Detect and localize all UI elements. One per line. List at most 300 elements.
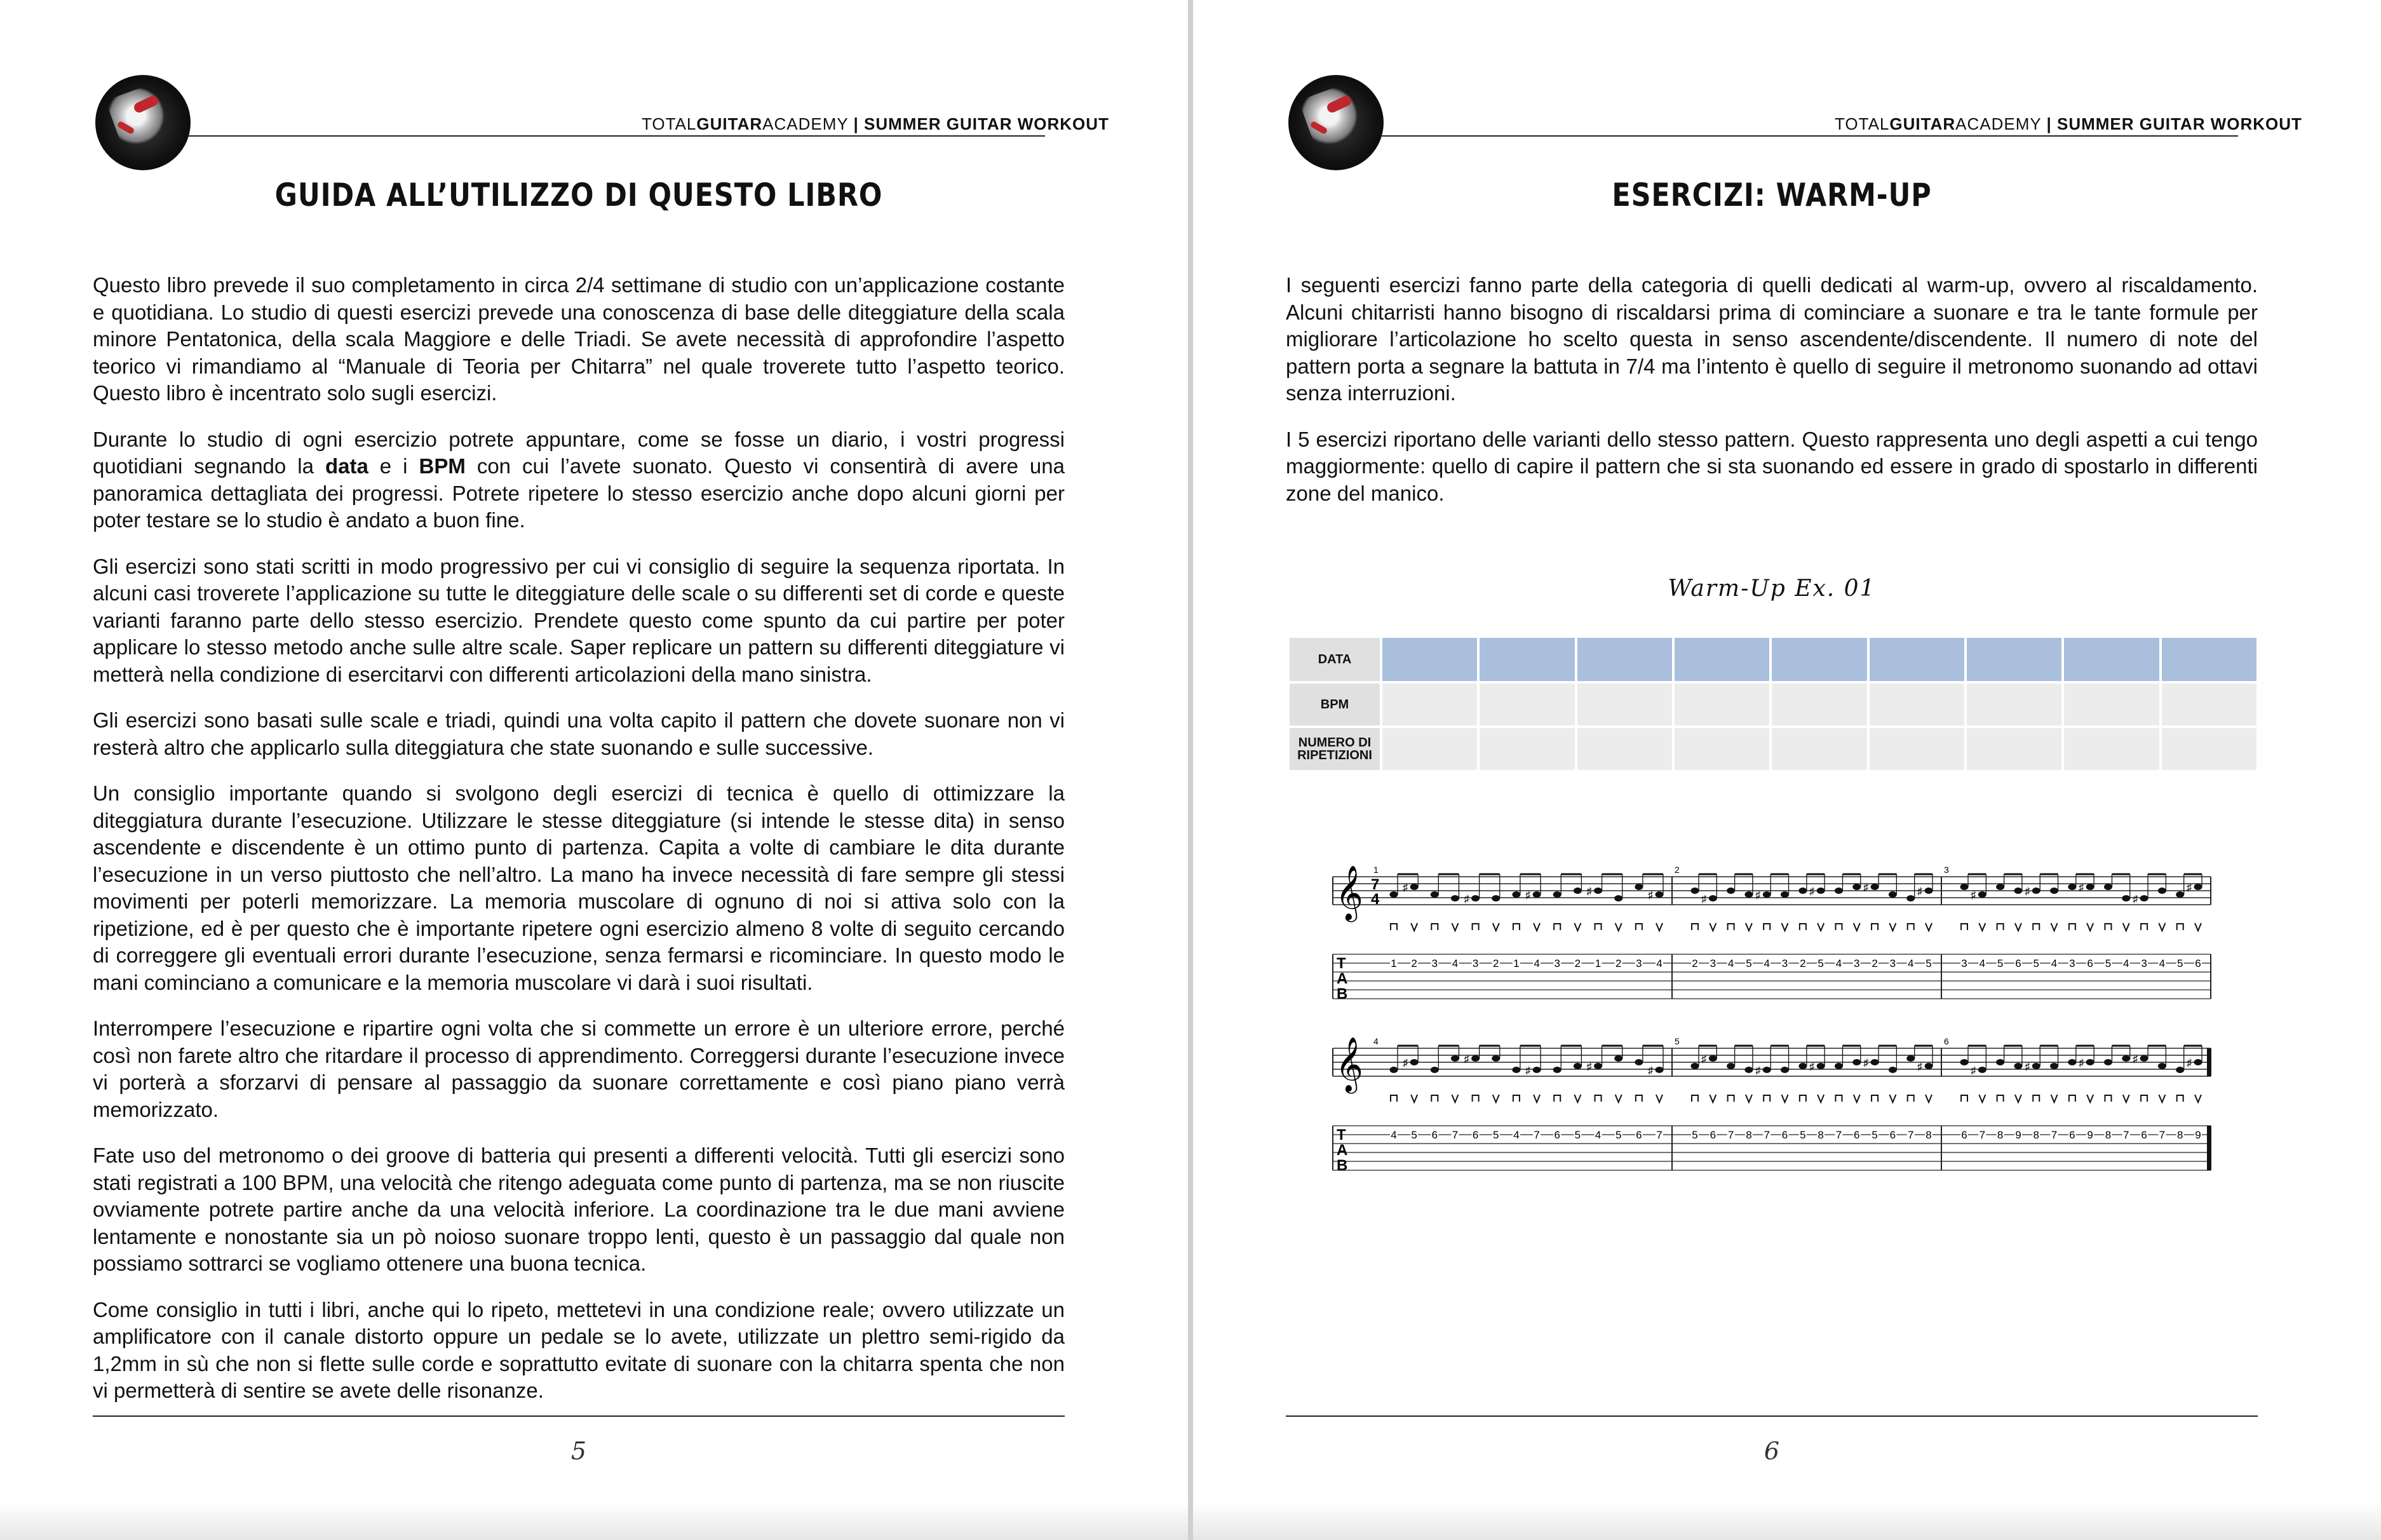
date-cell[interactable]: [1870, 638, 1964, 681]
emphasis-bpm: BPM: [419, 454, 466, 478]
tab-number: 7: [1764, 1129, 1770, 1141]
upstroke-icon: [1979, 923, 1985, 931]
sharp-sign: ♯: [1971, 1065, 1976, 1076]
upstroke-icon: [1534, 923, 1540, 931]
paragraph: Interrompere l’esecuzione e ripartire ogni volta che si commette un errore è un ulteriore errore, perché così non farete altro che ritardare il processo di apprendimento. Correggersi durante l’esecuzione invece vi porterà a sforzarvi di pensare al passaggio da suonare correttamente e così piano piano verrà memorizzato.: [93, 1017, 1065, 1121]
note-head: [1906, 1055, 1915, 1062]
log-cell[interactable]: [1675, 684, 1769, 726]
note-head: [1835, 888, 1843, 894]
downstroke-icon: [1872, 924, 1878, 930]
note-head: [2140, 895, 2148, 902]
log-cell[interactable]: [1577, 728, 1672, 770]
downstroke-icon: [1554, 924, 1560, 930]
date-cell[interactable]: [1577, 638, 1672, 681]
tab-number: 4: [1452, 957, 1459, 969]
running-header: [1835, 114, 2302, 134]
date-cell[interactable]: [2162, 638, 2256, 681]
downstroke-icon: [2105, 924, 2111, 930]
tab-number: 6: [1781, 1129, 1788, 1141]
downstroke-icon: [1692, 1095, 1698, 1102]
tab-number: 6: [1431, 1129, 1438, 1141]
sharp-sign: ♯: [2025, 886, 2030, 897]
downstroke-icon: [1961, 1095, 1967, 1102]
tab-number: 8: [2033, 1129, 2039, 1141]
log-cell[interactable]: [1382, 728, 1477, 770]
tab-number: 5: [1746, 957, 1752, 969]
tab-number: 4: [1534, 957, 1540, 969]
note-head: [1471, 1055, 1480, 1062]
downstroke-icon: [1728, 924, 1734, 930]
note-head: [1471, 895, 1480, 902]
sharp-sign: ♯: [1403, 1058, 1408, 1069]
upstroke-icon: [1615, 1095, 1622, 1102]
tab-number: 8: [1818, 1129, 1824, 1141]
tab-number: 7: [1835, 1129, 1842, 1141]
note-head: [2194, 884, 2202, 890]
tab-number: 4: [1835, 957, 1842, 969]
downstroke-icon: [1835, 924, 1842, 930]
note-head: [1996, 884, 2004, 890]
tab-number: 3: [1472, 957, 1479, 969]
brand-prefix: TOTAL: [1835, 114, 1890, 133]
note-head: [1594, 1063, 1602, 1069]
log-cell[interactable]: [1480, 684, 1574, 726]
tab-number: 7: [1452, 1129, 1459, 1141]
tab-number: 9: [2087, 1129, 2093, 1141]
tab-number: 6: [1710, 1129, 1717, 1141]
tab-number: 8: [1926, 1129, 1932, 1141]
left-page: [0, 0, 1188, 1540]
tab-number: 3: [1961, 957, 1967, 969]
tab-number: 5: [1997, 957, 2004, 969]
note-head: [2050, 888, 2058, 894]
tab-number: 7: [1656, 1129, 1663, 1141]
upstroke-icon: [1411, 1095, 1417, 1102]
downstroke-icon: [1554, 1095, 1560, 1102]
note-head: [1871, 884, 1879, 890]
tab-number: 3: [1889, 957, 1896, 969]
note-head: [2122, 895, 2130, 902]
upstroke-icon: [1746, 923, 1752, 931]
sharp-sign: ♯: [1755, 1065, 1761, 1076]
note-head: [1410, 1059, 1419, 1065]
note-head: [1431, 1067, 1439, 1073]
tab-number: 4: [1907, 957, 1914, 969]
log-row-label: DATA: [1290, 638, 1380, 681]
tab-number: 5: [1872, 1129, 1878, 1141]
note-head: [1594, 888, 1602, 894]
note-head: [1889, 891, 1897, 898]
music-score: [1193, 864, 2381, 1207]
note-head: [1656, 1067, 1664, 1073]
upstroke-icon: [1926, 923, 1932, 931]
date-cell[interactable]: [1480, 638, 1574, 681]
upstroke-icon: [1889, 1095, 1896, 1102]
log-cell[interactable]: [1967, 728, 2061, 770]
note-head: [1960, 884, 1969, 890]
log-row-label: NUMERO DI RIPETIZIONI: [1290, 728, 1380, 770]
note-head: [1798, 1063, 1807, 1069]
upstroke-icon: [1452, 923, 1458, 931]
note-head: [1390, 891, 1398, 898]
tab-number: 2: [1800, 957, 1806, 969]
note-head: [2086, 1059, 2094, 1065]
tab-number: 3: [2069, 957, 2075, 969]
upstroke-icon: [1818, 1095, 1824, 1102]
sharp-sign: ♯: [2133, 894, 2138, 905]
downstroke-icon: [2105, 1095, 2111, 1102]
tab-number: 1: [1595, 957, 1602, 969]
sharp-sign: ♯: [2187, 882, 2192, 893]
page-number: 6: [1764, 1437, 1780, 1465]
note-head: [1744, 1067, 1753, 1073]
tab-number: 4: [1513, 1129, 1520, 1141]
tab-number: 6: [2141, 1129, 2147, 1141]
upstroke-icon: [1782, 1095, 1788, 1102]
paragraph-text: e i: [368, 454, 419, 478]
note-head: [1709, 1055, 1717, 1062]
upstroke-icon: [2159, 1095, 2165, 1102]
right-page: [1193, 0, 2381, 1540]
tab-number: 2: [1692, 957, 1698, 969]
upstroke-icon: [1889, 923, 1896, 931]
log-row: [1290, 728, 2256, 770]
tab-number: 3: [1854, 957, 1860, 969]
brand-suffix: ACADEMY: [762, 114, 849, 133]
sharp-sign: ♯: [1648, 1065, 1653, 1076]
tab-number: 5: [1574, 1129, 1581, 1141]
note-head: [1390, 1067, 1398, 1073]
tab-number: 6: [1554, 1129, 1560, 1141]
paragraph: Come consiglio in tutti i libri, anche qui lo ripeto, mettetevi in una condizione reale; ovvero utilizzate un amplificatore con il canale distorto oppure un pedale se lo avete, utilizzate un plettro semi-rigido da 1,2mm in sù che non si flette sulle corde e soprattutto evitate di suonare con la chitarra spenta che non vi permetterà di sentire se avete delle risonanze.: [93, 1297, 1065, 1402]
sharp-sign: ♯: [1464, 1054, 1469, 1065]
tab-number: 4: [1764, 957, 1770, 969]
page-title: ESERCIZI: WARM-UP: [1612, 177, 1932, 213]
note-head: [1512, 891, 1520, 898]
sharp-sign: ♯: [1586, 1062, 1592, 1072]
tab-number: 6: [2087, 957, 2093, 969]
upstroke-icon: [1574, 1095, 1581, 1102]
note-head: [1574, 888, 1582, 894]
sharp-sign: ♯: [1863, 1058, 1869, 1069]
sharp-sign: ♯: [1525, 1065, 1531, 1076]
time-signature-bottom: 4: [1371, 891, 1380, 908]
tab-number: 7: [1979, 1129, 1986, 1141]
tab-number: 6: [1889, 1129, 1896, 1141]
sharp-sign: ♯: [1648, 890, 1653, 901]
note-head: [1960, 1059, 1969, 1065]
upstroke-icon: [1493, 923, 1499, 931]
tab-clef-letter: B: [1337, 985, 1348, 1003]
note-head: [1635, 884, 1643, 890]
upstroke-icon: [1710, 1095, 1716, 1102]
book-title: SUMMER GUITAR WORKOUT: [2056, 114, 2302, 133]
log-cell[interactable]: [2162, 684, 2256, 726]
note-head: [1533, 891, 1541, 898]
log-row: [1290, 684, 2256, 726]
upstroke-icon: [1746, 1095, 1752, 1102]
tab-number: 5: [2176, 957, 2183, 969]
log-cell[interactable]: [1382, 684, 1477, 726]
paragraph-text: con cui l’avete suonato. Questo vi consentirà di avere una panoramica dettagliata dei progressi. Potrete ripetere lo stesso esercizio anche dopo alcuni giorni per poter testare se lo studio è andato a buon fine.: [93, 454, 1065, 532]
note-head: [1614, 1055, 1622, 1062]
downstroke-icon: [1391, 924, 1397, 930]
upstroke-icon: [2087, 923, 2093, 931]
upstroke-icon: [2015, 923, 2021, 931]
log-cell[interactable]: [1967, 684, 2061, 726]
paragraph: I seguenti esercizi fanno parte della categoria di quelli dedicati al warm-up, ovvero al riscaldamento. Alcuni chitarristi hanno bisogno di riscaldarsi prima di cominciare a suonare e tra le tante formule per migliorare l’articolazione ho scelto questa in senso ascendente/discendente. Il numero di note del pattern porta a segnare la battuta in 7/4 ma l’intento è quello di seguire il metronomo suonando ad ottavi senza interruzioni.: [1286, 273, 2258, 405]
tab-number: 3: [1431, 957, 1438, 969]
paragraph: Un consiglio importante quando si svolgono degli esercizi di tecnica è quello di ottimizzare la diteggiatura durante l’esecuzione. Utilizzare le stesse diteggiature (si intende le stesse dita) in senso ascendente e discendente è un ottimo punto di partenza. Capita a volte di cambiare le dita durante l’esecuzione in un verso piuttosto che nell’altro. La mano ha invece necessità di fare sempre gli stessi movimenti per poterli memorizzare. La memoria muscolare di ognuno di noi si attiva solo con la ripetizione, ed è per questo che è importante ripetere ogni esercizio almeno 8 volte di seguito cercando di correggere gli eventuali errori durante l’esecuzione, senza fermarsi e ricominciare. In questo modo le mani cominciano a comunicare e la memoria muscolare vi darà i suoi risultati.: [93, 781, 1065, 994]
tab-number: 4: [1595, 1129, 1602, 1141]
log-cell[interactable]: [1870, 684, 1964, 726]
note-head: [1978, 891, 1986, 898]
downstroke-icon: [1636, 1095, 1642, 1102]
downstroke-icon: [1595, 1095, 1602, 1102]
note-head: [1996, 1059, 2004, 1065]
date-cell[interactable]: [1675, 638, 1769, 681]
tab-number: 8: [1746, 1129, 1752, 1141]
upstroke-icon: [1926, 1095, 1932, 1102]
tab-clef-letter: T: [1337, 955, 1346, 972]
paragraph: Gli esercizi sono stati scritti in modo progressivo per cui vi consiglio di seguire la sequenza riportata. In alcuni casi troverete l’applicazione su tutte le diteggiature delle scale o su differenti set di corde e queste varianti faranno parte dello stesso esercizio. Prendete questo come spunto da cui partire per poter applicare lo stesso metodo anche sulle altre scale. Saper replicare un pattern su differenti diteggiature vi metterà nella condizione di esercitarvi con differenti articolazioni della mano sinistra.: [93, 554, 1065, 686]
note-head: [1635, 1059, 1643, 1065]
date-cell[interactable]: [1772, 638, 1866, 681]
log-cell[interactable]: [2064, 684, 2159, 726]
tab-clef-letter: A: [1337, 1142, 1348, 1159]
tab-number: 6: [2195, 957, 2201, 969]
tab-number: 9: [2015, 1129, 2021, 1141]
upstroke-icon: [1818, 923, 1824, 931]
note-head: [1781, 1067, 1789, 1073]
exercise-title: Warm-Up Ex. 01: [1668, 576, 1876, 602]
tab-clef-letter: T: [1337, 1126, 1346, 1144]
sharp-sign: ♯: [1403, 882, 1408, 893]
downstroke-icon: [2177, 1095, 2183, 1102]
final-barline: [2207, 1126, 2211, 1170]
paragraph: Questo libro prevede il suo completamento in circa 2/4 settimane di studio con un’applicazione costante e quotidiana. Lo studio di questi esercizi prevede una conoscenza di base delle diteggiature della scala minore Pentatonica, della scala Maggiore e delle Triadi. Se avete necessità di approfondire l’aspetto teorico vi rimandiamo al “Manuale di Teoria per Chitarra” nel quale troverete tutto l’aspetto teorico. Questo libro è incentrato solo sugli esercizi.: [93, 273, 1065, 405]
note-head: [1727, 888, 1735, 894]
downstroke-icon: [1764, 924, 1770, 930]
note-head: [1798, 888, 1807, 894]
tab-number: 4: [1656, 957, 1663, 969]
paragraph-text: Durante lo studio di ogni esercizio potrete appuntare, come se fosse un diario, i vostri progressi quotidiani segnando la: [93, 427, 1065, 478]
header-rule: [187, 135, 1045, 137]
tab-number: 6: [1472, 1129, 1479, 1141]
downstroke-icon: [1872, 1095, 1878, 1102]
tab-number: 7: [2159, 1129, 2166, 1141]
note-head: [2104, 884, 2112, 890]
note-head: [1852, 1059, 1861, 1065]
date-cell[interactable]: [2064, 638, 2159, 681]
header-rule: [1380, 135, 2238, 137]
tab-number: 4: [1727, 957, 1734, 969]
footer-rule: [1286, 1415, 2258, 1417]
tab-number: 8: [1997, 1129, 2004, 1141]
upstroke-icon: [2123, 923, 2129, 931]
log-cell[interactable]: [1772, 728, 1866, 770]
downstroke-icon: [1764, 1095, 1770, 1102]
tab-number: 8: [2176, 1129, 2183, 1141]
sharp-sign: ♯: [1917, 886, 1922, 897]
academy-logo: [95, 75, 191, 170]
brand-mid: GUITAR: [696, 114, 763, 133]
upstroke-icon: [2051, 1095, 2058, 1102]
upstroke-icon: [2087, 1095, 2093, 1102]
tab-clef-letter: A: [1337, 970, 1348, 987]
date-cell[interactable]: [1967, 638, 2061, 681]
note-head: [1889, 1067, 1897, 1073]
paragraph: I 5 esercizi riportano delle varianti dello stesso pattern. Questo rappresenta uno degli aspetti a cui tengo maggiormente: quello di capire il pattern che si sta suonando ed essere in grado di spostarlo in differenti zone del manico.: [1286, 427, 2258, 505]
note-head: [1492, 1055, 1500, 1062]
note-head: [2068, 884, 2076, 890]
sharp-sign: ♯: [2187, 1058, 2192, 1069]
tab-number: 3: [1710, 957, 1717, 969]
note-head: [1871, 1059, 1879, 1065]
tab-number: 4: [1979, 957, 1986, 969]
tab-number: 7: [1727, 1129, 1734, 1141]
tab-number: 7: [2123, 1129, 2129, 1141]
tab-number: 7: [1907, 1129, 1914, 1141]
book-title: SUMMER GUITAR WORKOUT: [863, 114, 1109, 133]
upstroke-icon: [1493, 1095, 1499, 1102]
final-barline: [2207, 1048, 2211, 1076]
tab-number: 5: [1800, 1129, 1806, 1141]
upstroke-icon: [2195, 1095, 2201, 1102]
note-head: [1744, 891, 1753, 898]
brand-suffix: ACADEMY: [1955, 114, 2042, 133]
note-head: [2104, 1059, 2112, 1065]
note-head: [1925, 888, 1933, 894]
sharp-sign: ♯: [1525, 890, 1531, 901]
tab-number: 8: [2105, 1129, 2112, 1141]
header-separator: |: [853, 114, 859, 133]
downstroke-icon: [1391, 1095, 1397, 1102]
tab-number: 7: [1534, 1129, 1540, 1141]
header-separator: |: [2046, 114, 2052, 133]
note-head: [2140, 1055, 2148, 1062]
log-cell[interactable]: [1480, 728, 1574, 770]
log-row-label: BPM: [1290, 684, 1380, 726]
note-head: [1763, 891, 1771, 898]
log-cell[interactable]: [1675, 728, 1769, 770]
tab-number: 2: [1411, 957, 1417, 969]
sharp-sign: ♯: [1586, 886, 1592, 897]
log-cell[interactable]: [1577, 684, 1672, 726]
upstroke-icon: [1411, 923, 1417, 931]
log-cell[interactable]: [1772, 684, 1866, 726]
note-head: [1574, 1063, 1582, 1069]
academy-logo: [1288, 75, 1384, 170]
upstroke-icon: [2051, 923, 2058, 931]
sharp-sign: ♯: [2079, 1058, 2084, 1069]
note-head: [1691, 888, 1699, 894]
paragraph: Fate uso del metronomo o dei groove di batteria qui presenti a differenti velocità. Tutti gli esercizi sono stati registrati a 100 BPM, una velocità che ritengo adeguata come punto di partenza, ma se non riuscite ovviamente potrete partire anche da una velocità inferiore. La coordinazione tra le due mani avviene lentamente e nonostante sia un pò noioso suonare troppo lenti, questo è un passaggio dal quale non possiamo sottrarci se vogliamo ottenere una buona tecnica.: [93, 1144, 1065, 1275]
upstroke-icon: [1979, 1095, 1985, 1102]
upstroke-icon: [2123, 1095, 2129, 1102]
note-head: [1852, 884, 1861, 890]
tab-number: 4: [1391, 1129, 1397, 1141]
note-head: [1656, 891, 1664, 898]
note-head: [1709, 895, 1717, 902]
note-head: [2086, 884, 2094, 890]
downstroke-icon: [1692, 924, 1698, 930]
tab-number: 2: [1493, 957, 1499, 969]
practice-log-table: [1287, 635, 2259, 773]
note-head: [1781, 891, 1789, 898]
note-head: [1925, 1063, 1933, 1069]
downstroke-icon: [1473, 924, 1479, 930]
tab-number: 5: [2033, 957, 2039, 969]
upstroke-icon: [1782, 923, 1788, 931]
tab-number: 4: [2051, 957, 2058, 969]
log-cell[interactable]: [2162, 728, 2256, 770]
note-head: [2194, 1059, 2202, 1065]
treble-clef-icon: 𝄞: [1335, 1037, 1363, 1091]
downstroke-icon: [1997, 924, 2004, 930]
downstroke-icon: [1431, 1095, 1438, 1102]
downstroke-icon: [2033, 924, 2039, 930]
measure-number: 4: [1373, 1036, 1379, 1046]
note-head: [1763, 1067, 1771, 1073]
sharp-sign: ♯: [2133, 1054, 2138, 1065]
tab-number: 3: [1554, 957, 1560, 969]
paragraph: [93, 426, 1065, 534]
tab-number: 6: [1961, 1129, 1967, 1141]
upstroke-icon: [2195, 923, 2201, 931]
note-head: [1906, 895, 1915, 902]
tab-number: 6: [2015, 957, 2021, 969]
tab-number: 6: [2069, 1129, 2075, 1141]
paragraph: Gli esercizi sono basati sulle scale e triadi, quindi una volta capito il pattern che dovete suonare non vi resterà altro che applicarlo sulla diteggiatura che state suonando e sulle successive.: [93, 708, 1065, 759]
note-head: [1431, 891, 1439, 898]
note-head: [1817, 1063, 1825, 1069]
log-cell[interactable]: [1870, 728, 1964, 770]
upstroke-icon: [1656, 1095, 1663, 1102]
measure-number: 2: [1675, 865, 1680, 875]
tab-number: 6: [1636, 1129, 1642, 1141]
note-head: [1553, 891, 1561, 898]
tab-number: 2: [1872, 957, 1878, 969]
tab-number: 1: [1513, 957, 1520, 969]
tab-number: 3: [1781, 957, 1788, 969]
downstroke-icon: [1800, 924, 1806, 930]
downstroke-icon: [2069, 1095, 2075, 1102]
sharp-sign: ♯: [1701, 894, 1707, 905]
tab-number: 1: [1391, 957, 1397, 969]
note-head: [1835, 1063, 1843, 1069]
note-head: [2032, 888, 2040, 894]
measure-number: 1: [1373, 865, 1379, 875]
downstroke-icon: [1908, 924, 1914, 930]
tab-number: 5: [1411, 1129, 1417, 1141]
note-head: [2068, 1059, 2076, 1065]
downstroke-icon: [1473, 1095, 1479, 1102]
downstroke-icon: [1800, 1095, 1806, 1102]
note-head: [2176, 1067, 2184, 1073]
log-cell[interactable]: [2064, 728, 2159, 770]
note-head: [2122, 1055, 2130, 1062]
downstroke-icon: [1961, 924, 1967, 930]
upstroke-icon: [1534, 1095, 1540, 1102]
upstroke-icon: [1615, 923, 1622, 931]
sharp-sign: ♯: [1464, 894, 1469, 905]
downstroke-icon: [2033, 1095, 2039, 1102]
page-gutter: [1188, 0, 1193, 1540]
tab-number: 3: [2141, 957, 2147, 969]
date-cell[interactable]: [1382, 638, 1477, 681]
emphasis-data: data: [325, 454, 368, 478]
